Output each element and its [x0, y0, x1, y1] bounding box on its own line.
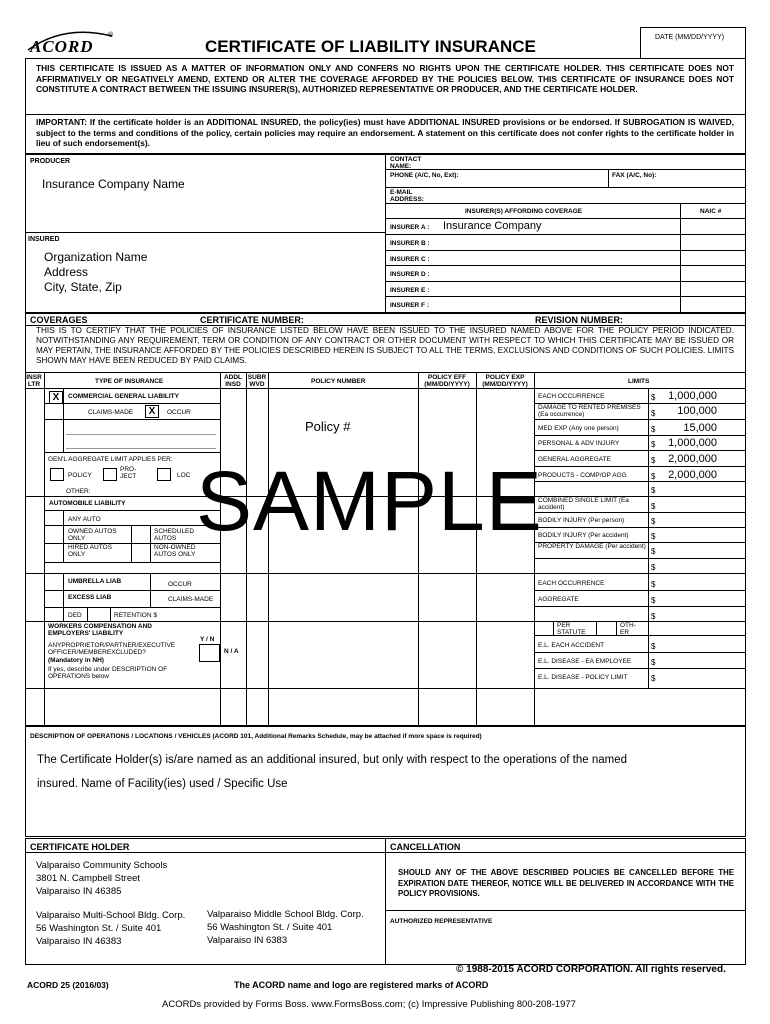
- description-line-1[interactable]: The Certificate Holder(s) is/are named as an additional insured, but only with respect to the operations of the named: [37, 754, 628, 766]
- insurer-label: INSURER C :: [390, 256, 430, 263]
- important-text: IMPORTANT: If the certificate holder is an ADDITIONAL INSURED, the policy(ies) must have ADDITIONAL INSURED provisions or be endorsed. If SUBROGATION IS WAIVED, subject to the terms and conditions of the policy, certain policies may require an endorsement. A statement on this certificate does not confer rights to the certificate holder in lieu of such endorsement(s).: [36, 117, 734, 148]
- ded-label: DED: [68, 612, 82, 619]
- umbrella-liab-label: UMBRELLA LIAB: [68, 578, 122, 585]
- insurers-header: INSURER(S) AFFORDING COVERAGE: [465, 208, 583, 215]
- holder-b-name[interactable]: Valparaiso Multi-School Bldg. Corp.: [36, 910, 186, 921]
- limit-value: 2,000,000: [668, 469, 717, 481]
- limit-value: 2,000,000: [668, 453, 717, 465]
- occur-checkbox[interactable]: X: [145, 405, 159, 418]
- yes-no-label: Y / N: [200, 636, 215, 643]
- cancellation-text: SHOULD ANY OF THE ABOVE DESCRIBED POLICIES BE CANCELLED BEFORE THE EXPIRATION DATE THEREOF, NOTICE WILL BE DELIVERED IN ACCORDANCE WITH THE POLICY PROVISIONS.: [398, 868, 734, 898]
- producer-label: PRODUCER: [30, 158, 71, 165]
- any-auto-label: ANY AUTO: [68, 516, 101, 523]
- description-label: DESCRIPTION OF OPERATIONS / LOCATIONS / VEHICLES (ACORD 101, Additional Remarks Schedule, may be attached if more space is required): [30, 733, 482, 740]
- hired-autos-label: HIRED AUTOS ONLY: [68, 544, 112, 558]
- holder-b-city[interactable]: Valparaiso IN 46383: [36, 936, 122, 947]
- phone-label: PHONE (A/C, No, Ext):: [390, 172, 459, 179]
- holder-b-street[interactable]: 56 Washington St. / Suite 401: [36, 923, 162, 934]
- limit-value: 100,000: [677, 405, 717, 417]
- subr-wvd-header: SUBR WVD: [247, 374, 267, 388]
- proprietor-excluded-checkbox[interactable]: [199, 644, 220, 662]
- type-of-insurance-header: TYPE OF INSURANCE: [95, 378, 164, 385]
- limits-header: LIMITS: [628, 378, 650, 385]
- limit-label: BODILY INJURY (Per accident): [538, 532, 629, 539]
- certificate-number-label: CERTIFICATE NUMBER:: [200, 315, 304, 325]
- holder-a-street[interactable]: 3801 N. Campbell Street: [36, 873, 141, 884]
- dollar-sign: $: [651, 517, 656, 526]
- limit-label: EACH OCCURRENCE: [538, 580, 605, 587]
- acord-logo-text: ACORD: [30, 37, 94, 56]
- policy-eff-header: POLICY EFF (MM/DD/YYYY): [424, 374, 470, 388]
- dollar-sign: $: [651, 547, 656, 556]
- insurer-label: INSURER D :: [390, 271, 430, 278]
- cancellation-label: CANCELLATION: [390, 842, 461, 852]
- holder-a-name[interactable]: Valparaiso Community Schools: [36, 860, 168, 871]
- non-owned-autos-label: NON-OWNED AUTOS ONLY: [154, 544, 196, 558]
- limit-label: COMBINED SINGLE LIMIT (Ea accident): [538, 497, 629, 511]
- limit-value: 1,000,000: [668, 390, 717, 402]
- policy-exp-header: POLICY EXP (MM/DD/YYYY): [482, 374, 528, 388]
- limit-label: E.L. DISEASE - EA EMPLOYEE: [538, 658, 632, 665]
- workers-comp-label: WORKERS COMPENSATION AND EMPLOYERS' LIABILITY: [48, 623, 152, 637]
- na-label: N / A: [224, 648, 239, 655]
- insurer-label: INSURER F :: [390, 302, 429, 309]
- limit-label: EACH OCCURRENCE: [538, 393, 605, 400]
- limit-value: 15,000: [683, 422, 717, 434]
- gen-aggregate-label: GEN'L AGGREGATE LIMIT APPLIES PER:: [48, 456, 173, 463]
- date-box[interactable]: [640, 27, 746, 59]
- insurer-label: INSURER E :: [390, 287, 430, 294]
- dollar-sign: $: [651, 409, 656, 418]
- insurer-label: INSURER B :: [390, 240, 430, 247]
- insured-name[interactable]: Organization Name: [44, 250, 148, 264]
- limit-label: BODILY INJURY (Per person): [538, 517, 625, 524]
- limit-value: 1,000,000: [668, 437, 717, 449]
- insurer-label: INSURER A :: [390, 224, 430, 231]
- dollar-sign: $: [651, 642, 656, 651]
- loc-label: LOC: [177, 472, 191, 479]
- producer-name[interactable]: Insurance Company Name: [42, 177, 185, 191]
- revision-number-label: REVISION NUMBER:: [535, 315, 624, 325]
- holder-a-city[interactable]: Valparaiso IN 46385: [36, 886, 122, 897]
- policy-number-value[interactable]: Policy #: [305, 419, 351, 434]
- dollar-sign: $: [651, 580, 656, 589]
- auto-liability-label: AUTOMOBILE LIABILITY: [49, 500, 126, 507]
- trademark-text: The ACORD name and logo are registered marks of ACORD: [234, 980, 489, 990]
- dollar-sign: $: [651, 472, 656, 481]
- holder-c-name[interactable]: Valparaiso Middle School Bldg. Corp.: [207, 909, 364, 920]
- dollar-sign: $: [651, 658, 656, 667]
- copyright-text: © 1988-2015 ACORD CORPORATION. All rights reserved.: [456, 964, 726, 975]
- umbrella-occur-label: OCCUR: [168, 581, 192, 588]
- dollar-sign: $: [651, 532, 656, 541]
- policy-checkbox[interactable]: [50, 468, 64, 481]
- owned-autos-label: OWNED AUTOS ONLY: [68, 528, 117, 542]
- dollar-sign: $: [651, 425, 656, 434]
- insured-city-state-zip[interactable]: City, State, Zip: [44, 280, 122, 294]
- insr-ltr-header: INSR LTR: [26, 374, 42, 388]
- limit-label: PERSONAL & ADV INJURY: [538, 440, 620, 447]
- dollar-sign: $: [651, 596, 656, 605]
- form-id: ACORD 25 (2016/03): [27, 980, 109, 990]
- naic-label: NAIC #: [700, 208, 722, 215]
- description-line-2[interactable]: insured. Name of Facility(ies) used / Specific Use: [37, 778, 288, 790]
- per-statute-label: PER STATUTE: [557, 622, 586, 636]
- dollar-sign: $: [651, 486, 656, 495]
- holder-c-city[interactable]: Valparaiso IN 6383: [207, 935, 288, 946]
- excess-liab-label: EXCESS LIAB: [68, 594, 112, 601]
- insurer-value: Insurance Company: [443, 220, 542, 232]
- policy-number-header: POLICY NUMBER: [311, 378, 366, 385]
- dollar-sign: $: [651, 440, 656, 449]
- form-title: CERTIFICATE OF LIABILITY INSURANCE: [205, 37, 536, 56]
- limit-label: PRODUCTS - COMP/OP AGG: [538, 472, 627, 479]
- scheduled-autos-label: SCHEDULED AUTOS: [154, 528, 195, 542]
- addl-insd-header: ADDL INSD: [223, 374, 243, 388]
- other-label: OTHER:: [66, 488, 91, 495]
- dollar-sign: $: [651, 612, 656, 621]
- retention-label: RETENTION $: [114, 612, 157, 619]
- certificate-holder-label: CERTIFICATE HOLDER: [30, 842, 130, 852]
- fax-label: FAX (A/C, No):: [612, 172, 657, 179]
- acord-logo: [24, 30, 116, 56]
- loc-checkbox[interactable]: [157, 468, 171, 481]
- project-checkbox[interactable]: [103, 468, 117, 481]
- policy-label: POLICY: [68, 472, 92, 479]
- insured-address[interactable]: Address: [44, 265, 89, 279]
- insured-label: INSURED: [28, 236, 60, 243]
- limit-label: DAMAGE TO RENTED PREMISES (Ea occurrence): [538, 404, 641, 418]
- umbrella-claims-made-label: CLAIMS-MADE: [168, 596, 214, 603]
- limit-label: MED EXP (Any one person): [538, 425, 619, 432]
- provided-by-text: ACORDs provided by Forms Boss. www.FormsBoss.com; (c) Impressive Publishing 800-208-1977: [162, 999, 576, 1010]
- other-statute-label: OTH- ER: [620, 622, 636, 636]
- describe-below-label: If yes, describe under DESCRIPTION OF OPERATIONS below: [48, 666, 168, 680]
- disclaimer-text: THIS CERTIFICATE IS ISSUED AS A MATTER OF INFORMATION ONLY AND CONFERS NO RIGHTS UPON THE CERTIFICATE HOLDER. THIS CERTIFICATE DOES NOT AFFIRMATIVELY OR NEGATIVELY AMEND, EXTEND OR ALTER THE COVERAGE AFFORDED BY THE POLICIES BELOW. THIS CERTIFICATE OF INSURANCE DOES NOT CONSTITUTE A CONTRACT BETWEEN THE ISSUING INSURER(S), AUTHORIZED REPRESENTATIVE OR PRODUCER, AND THE CERTIFICATE HOLDER.: [36, 63, 734, 94]
- mandatory-nh-label: (Mandatory in NH): [48, 657, 104, 664]
- occur-label: OCCUR: [167, 409, 191, 416]
- coverages-label: COVERAGES: [30, 315, 88, 325]
- date-label: DATE (MM/DD/YYYY): [655, 34, 725, 41]
- certify-statement: THIS IS TO CERTIFY THAT THE POLICIES OF INSURANCE LISTED BELOW HAVE BEEN ISSUED TO THE INSURED NAMED ABOVE FOR THE POLICY PERIOD INDICATED. NOTWITHSTANDING ANY REQUIREMENT, TERM OR CONDITION OF ANY CONTRACT OR OTHER DOCUMENT WITH RESPECT TO WHICH THIS CERTIFICATE MAY BE ISSUED OR MAY PERTAIN, THE INSURANCE AFFORDED BY THE POLICIES DESCRIBED HEREIN IS SUBJECT TO ALL THE TERMS, EXCLUSIONS AND CONDITIONS OF SUCH POLICIES. LIMITS SHOWN MAY HAVE BEEN REDUCED BY PAID CLAIMS.: [36, 326, 734, 365]
- holder-c-street[interactable]: 56 Washington St. / Suite 401: [207, 922, 333, 933]
- limit-label: E.L. EACH ACCIDENT: [538, 642, 605, 649]
- claims-made-label: CLAIMS-MADE: [88, 409, 134, 416]
- dollar-sign: $: [651, 563, 656, 572]
- authorized-representative-label: AUTHORIZED REPRESENTATIVE: [390, 918, 493, 925]
- contact-name-label: CONTACT NAME:: [390, 156, 422, 170]
- sample-watermark: SAMPLE: [196, 454, 543, 548]
- limit-label: AGGREGATE: [538, 596, 579, 603]
- dollar-sign: $: [651, 674, 656, 683]
- dollar-sign: $: [651, 456, 656, 465]
- dollar-sign: $: [651, 502, 656, 511]
- commercial-general-liability-checkbox[interactable]: X: [49, 391, 63, 404]
- proprietor-excluded-question: ANYPROPRIETOR/PARTNER/EXECUTIVE OFFICER/MEMBEREXCLUDED?: [48, 642, 176, 656]
- limit-label: GENERAL AGGREGATE: [538, 456, 611, 463]
- limit-label: E.L. DISEASE - POLICY LIMIT: [538, 674, 628, 681]
- registered-mark-icon: ®: [108, 32, 114, 39]
- project-label: PRO- JECT: [120, 466, 137, 480]
- limit-label: PROPERTY DAMAGE (Per accident): [538, 543, 646, 550]
- email-label: E-MAIL ADDRESS:: [390, 189, 424, 203]
- dollar-sign: $: [651, 393, 656, 402]
- cgl-label: COMMERCIAL GENERAL LIABILITY: [68, 393, 179, 400]
